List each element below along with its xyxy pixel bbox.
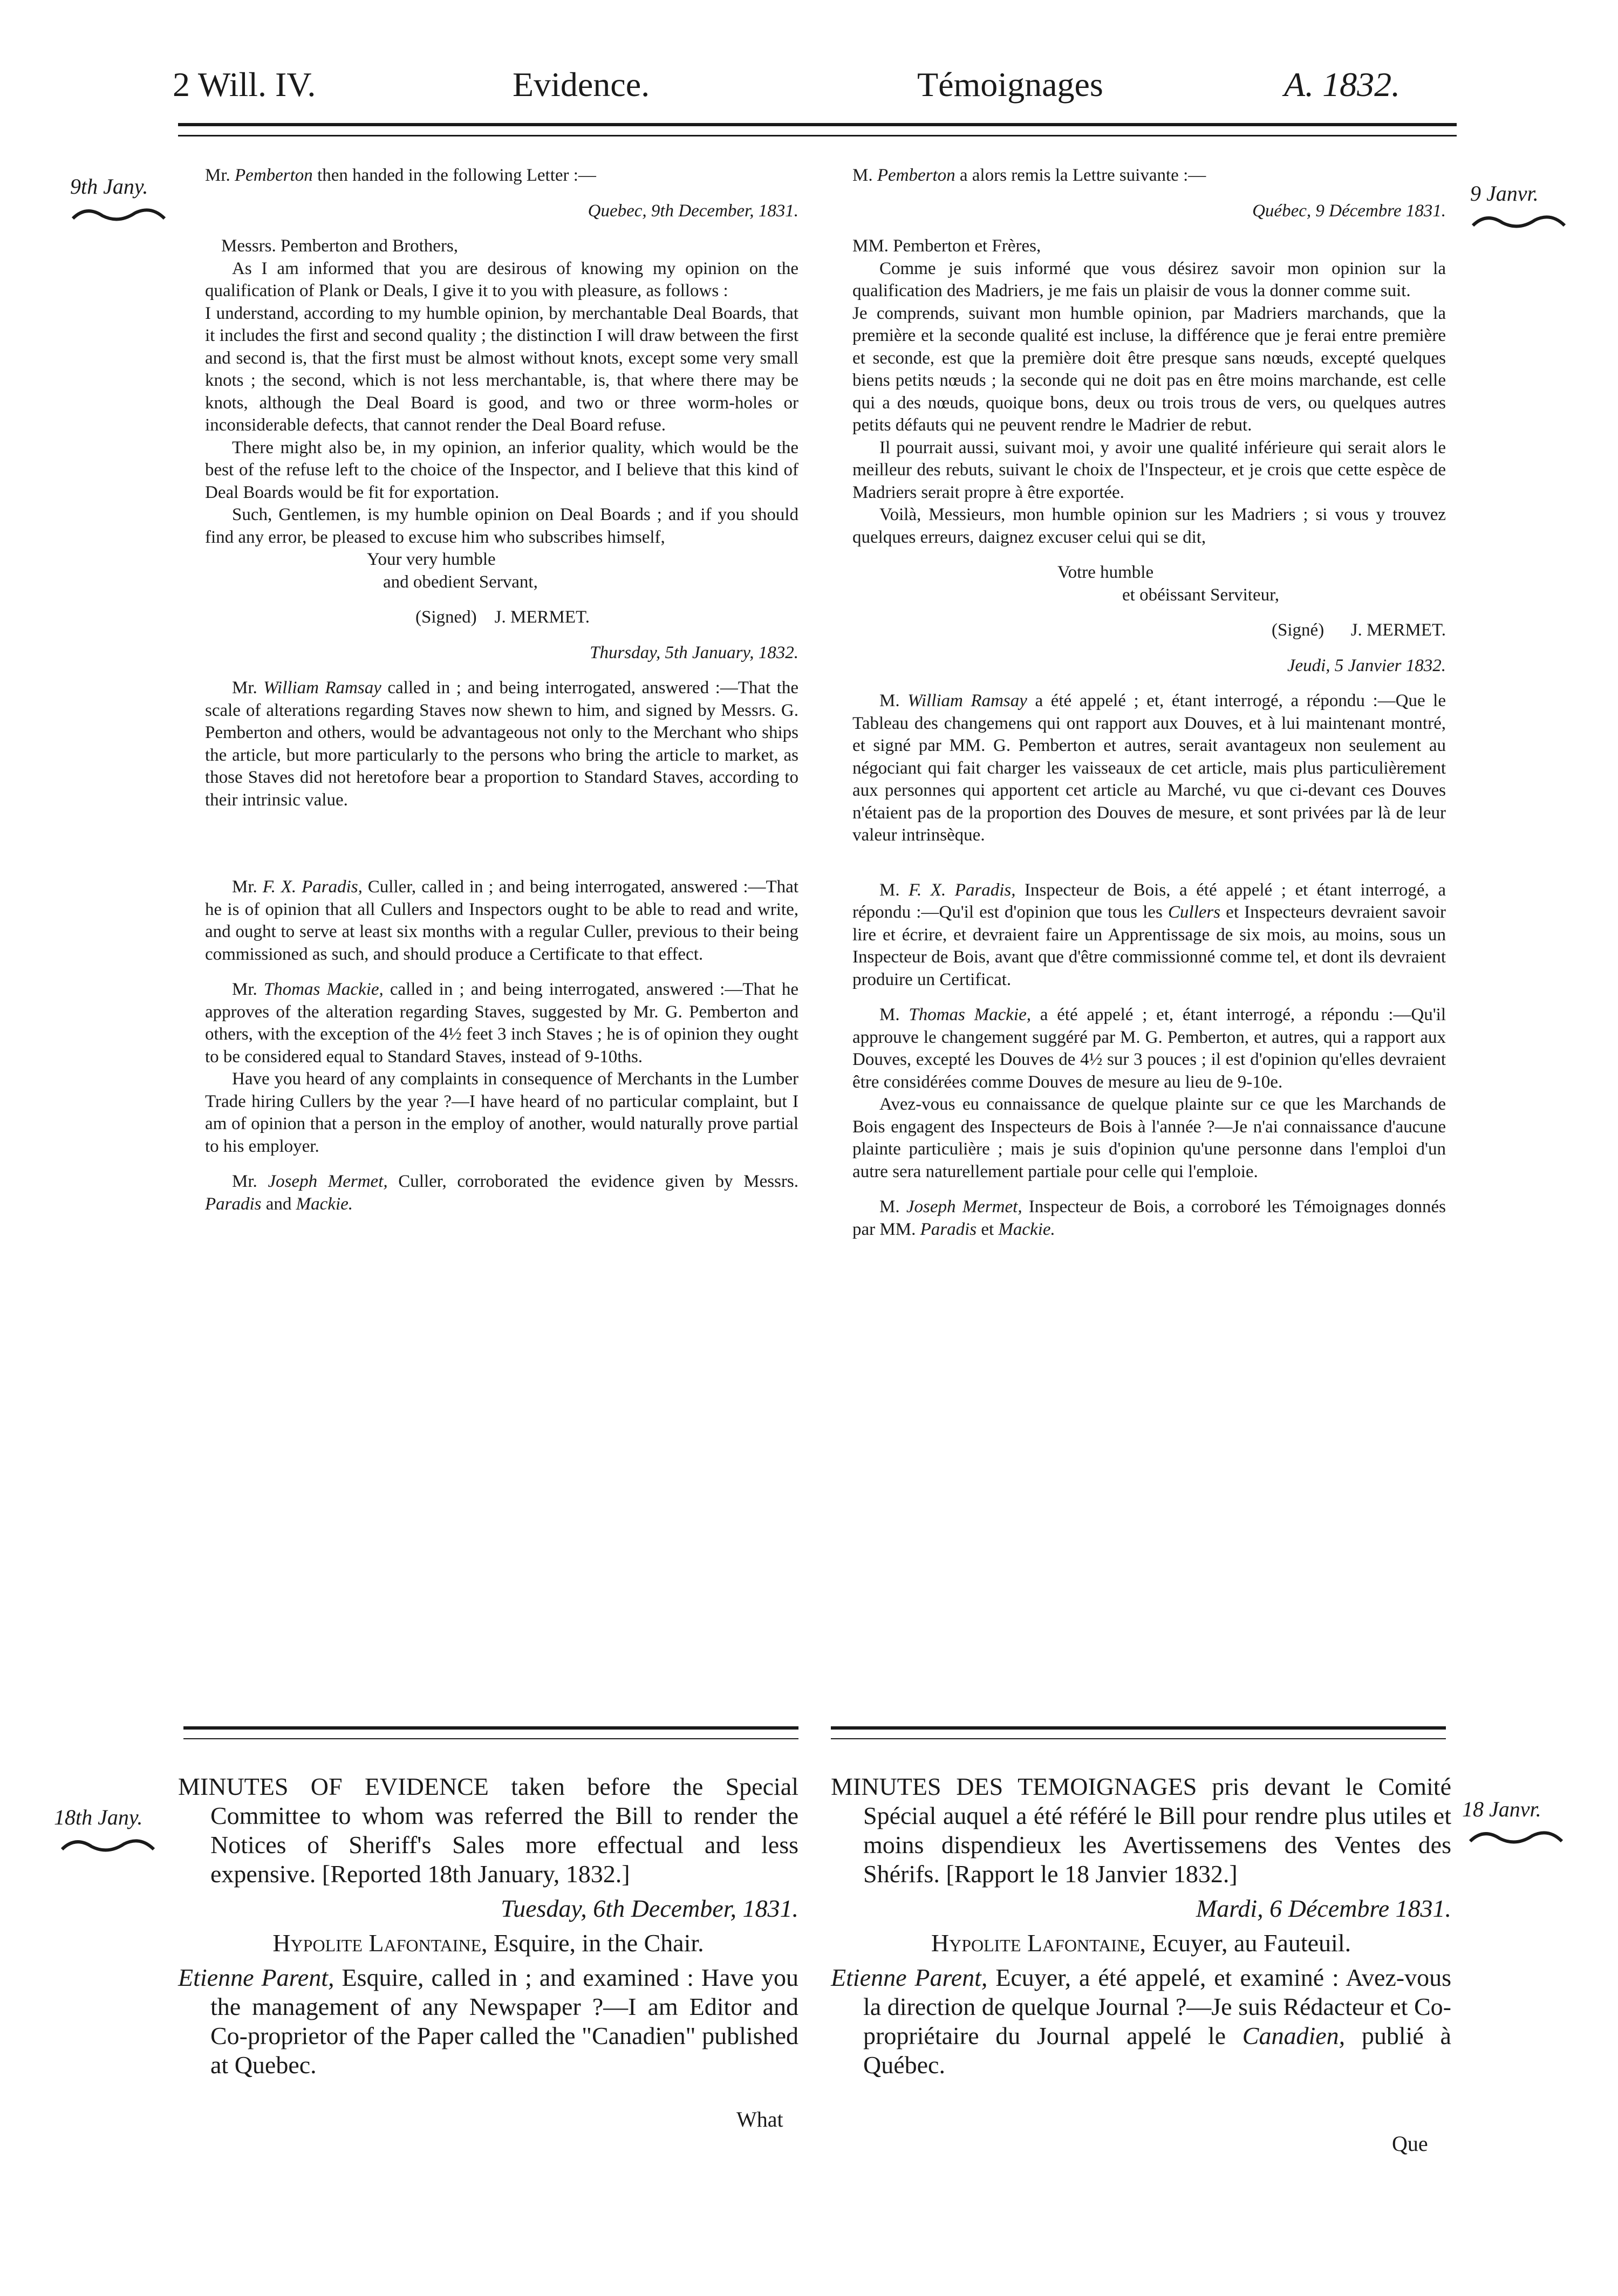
margin-date-left-1: 9th Jany.	[70, 174, 167, 224]
closing-line: Your very humble	[367, 550, 496, 569]
testimony-ramsay: M. William Ramsay a été appelé ; et, étant interrogé, a répondu :—Que le Tableau des changemens qui ont rapport aux Douves, et à lui maintenant montré, et signé par MM. G. Pemberton et autres, serait avantageux non seulement au négociant qui fait charger les vaisseaux de cet article, mais plus particulièrement aux personnes qui apportent cet article au Marché, vu que ci-devant ces Douves n'étaient pas de la proportion des Douves de mesure, et sont privées par là de leur valeur intrinsèque.	[852, 691, 1446, 845]
section-rule-left-thin	[183, 1738, 798, 1739]
signature-line: (Signé) J. MERMET.	[1272, 620, 1446, 640]
chair-line: Hypolite Lafontaine, Esquire, in the Chair.	[272, 1929, 704, 1957]
minutes-heading: MINUTES OF EVIDENCE taken before the Special Committee to whom was referred the Bill to render the Notices of Sheriff's Sales more effectual and less expensive. [Reported 18th January, 1832.]	[178, 1773, 798, 1888]
running-header-evidence: Evidence.	[513, 65, 650, 104]
letter-paragraph: I understand, according to my humble opinion, by merchantable Deal Boards, that it includes the first and second quality ; the distinction I will draw between the first and second is, that the first must be almost without knots, except some very small knots ; the second, which is not less merchantable, is, that where there may be knots, although the Deal Board is good, and two or three worm-holes or inconsiderable defects, that cannot render the Deal Board refuse.	[205, 303, 798, 435]
testimony-paradis: Mr. F. X. Paradis, Culler, called in ; and being interrogated, answered :—That he is of opinion that all Cullers and Inspectors ought to be able to read and write, and ought to serve at least six months with a regular Culler, previous to their being commissioned as such, and should produce a Certificate to that effect.	[205, 877, 798, 964]
section-rule-left	[183, 1726, 798, 1730]
testimony-mackie-question: Have you heard of any complaints in consequence of Merchants in the Lumber Trade hiring Cullers by the year ?—I have heard of no particular complaint, but I am of opinion that a person in the employ of another, would naturally prove partial to his employer.	[205, 1069, 798, 1156]
date-heading: Jeudi, 5 Janvier 1832.	[1287, 655, 1446, 675]
signature-line: (Signed) J. MERMET.	[415, 607, 590, 627]
testimony-mackie-question: Avez-vous eu connaissance de quelque plainte sur ce que les Marchands de Bois engagent des Inspecteurs de Bois à l'année ?—Je n'ai connaissance d'aucune plainte particulière ; mais je suis d'opinion qu'une personne dans l'emploi d'un autre sera naturellement partiale pour celle qui l'emploie.	[852, 1095, 1446, 1181]
letter-place-date: Quebec, 9th December, 1831.	[588, 201, 798, 221]
flourish-icon	[70, 202, 167, 224]
closing-line: and obedient Servant,	[383, 572, 538, 592]
testimony-parent: Etienne Parent, Ecuyer, a été appelé, et examiné : Avez-vous la direction de quelque Journal ?—Je suis Rédacteur et Co-propriétaire du Journal appelé le Canadien, publié à Québec.	[831, 1964, 1451, 2079]
catchword: Que	[1392, 2131, 1428, 2156]
english-minutes	[178, 1772, 798, 2080]
flourish-icon	[1462, 1825, 1570, 1847]
salutation: Messrs. Pemberton and Brothers,	[221, 236, 459, 256]
closing-line: et obéissant Serviteur,	[1122, 585, 1280, 605]
testimony-mermet: M. Joseph Mermet, Inspecteur de Bois, a corroboré les Témoignages donnés par MM. Paradis et Mackie.	[852, 1197, 1446, 1239]
minutes-heading: MINUTES DES TEMOIGNAGES pris devant le Comité Spécial auquel a été référé le Bill pour rendre plus utiles et moins dispendieux les Avertissemens des Ventes des Shérifs. [Rapport le 18 Janvier 1832.]	[831, 1773, 1451, 1888]
catchword: What	[736, 2107, 783, 2131]
salutation: MM. Pemberton et Frères,	[852, 236, 1041, 256]
flourish-icon	[54, 1833, 162, 1855]
letter-paragraph: There might also be, in my opinion, an inferior quality, which would be the best of the refuse left to the choice of the Inspector, and I believe that this kind of Deal Boards would be fit for exportation.	[205, 438, 798, 502]
margin-date-right-2: 18 Janvr.	[1462, 1796, 1570, 1847]
letter-intro: M. Pemberton a alors remis la Lettre suivante :—	[852, 166, 1206, 185]
date-heading: Mardi, 6 Décembre 1831.	[1196, 1895, 1451, 1922]
margin-date-left-2: 18th Jany.	[54, 1805, 162, 1855]
french-minutes	[831, 1772, 1451, 2080]
flourish-icon	[1470, 209, 1567, 231]
header-rule-thin	[178, 135, 1457, 136]
running-header-temoignages: Témoignages	[917, 65, 1103, 104]
english-column	[205, 165, 798, 1215]
letter-paragraph: As I am informed that you are desirous of knowing my opinion on the qualification of Plank or Deals, I give it to you with pleasure, as follows :	[205, 258, 798, 300]
letter-paragraph: Voilà, Messieurs, mon humble opinion sur les Madriers ; si vous y trouvez quelques erreurs, daignez excuser celui qui se dit,	[852, 505, 1446, 547]
date-heading: Tuesday, 6th December, 1831.	[501, 1895, 798, 1922]
header-rule-thick	[178, 123, 1457, 126]
margin-date-right-1: 9 Janvr.	[1470, 181, 1567, 231]
french-column	[852, 165, 1446, 1241]
testimony-mackie: M. Thomas Mackie, a été appelé ; et, étant interrogé, a répondu :—Qu'il approuve le changement suggéré par M. G. Pemberton, et autres, qui a rapport aux Douves, excepté les Douves de 4½ sur 3 pouces ; il est d'opinion qu'elles devraient être considérées comme Douves de mesure au lieu de 9-10e.	[852, 1005, 1446, 1092]
testimony-paradis: M. F. X. Paradis, Inspecteur de Bois, a été appelé ; et étant interrogé, a répondu :—Qu'il est d'opinion que tous les Cullers et Inspecteurs devraient savoir lire et écrire, et devraient faire un Apprentissage de six mois, au moins, sous un Inspecteur de Bois, avant que d'être commissionné comme tel, et dont ils devraient produire un Certificat.	[852, 880, 1446, 989]
testimony-parent: Etienne Parent, Esquire, called in ; and examined : Have you the management of any Newspaper ?—I am Editor and Co-proprietor of the Paper called the "Canadien" published at Quebec.	[178, 1964, 799, 2079]
closing-line: Votre humble	[1057, 563, 1154, 582]
testimony-mackie: Mr. Thomas Mackie, called in ; and being interrogated, answered :—That he approves of the alteration regarding Staves, suggested by Mr. G. Pemberton and others, with the exception of the 4½ feet 3 inch Staves ; he is of opinion they ought to be considered equal to Standard Staves, instead of 9-10ths.	[205, 980, 798, 1067]
letter-place-date: Québec, 9 Décembre 1831.	[1252, 201, 1446, 221]
letter-paragraph: Comme je suis informé que vous désirez savoir mon opinion sur la qualification des Madriers, je me fais un plaisir de vous la donner comme suit.	[852, 258, 1446, 300]
chair-line: Hypolite Lafontaine, Ecuyer, au Fauteuil.	[931, 1929, 1351, 1957]
section-rule-right-thin	[831, 1738, 1446, 1739]
section-rule-right	[831, 1726, 1446, 1730]
letter-paragraph: Je comprends, suivant mon humble opinion, par Madriers marchands, que la première et la seconde qualité est incluse, la différence que je ferai entre première et seconde, est que la première doit être presque sans nœuds, excepté quelques biens petits nœuds ; la seconde qui ne doit pas en être moins marchande, est celle qui a des nœuds, quoique bons, deux ou trois trous de vers, ou quelques autres petits défauts qui ne peuvent rendre le Madrier de rebut.	[852, 303, 1446, 435]
letter-paragraph: Il pourrait aussi, suivant moi, y avoir une qualité inférieure qui serait alors le meilleur des rebuts, suivant le choix de l'Inspecteur, et je crois que cette espèce de Madriers serait propre à être exportée.	[852, 438, 1446, 502]
running-header-year: A. 1832.	[1284, 65, 1401, 104]
letter-paragraph: Such, Gentlemen, is my humble opinion on Deal Boards ; and if you should find any error, be pleased to excuse him who subscribes himself,	[205, 505, 798, 547]
letter-intro: Mr. Pemberton then handed in the following Letter :—	[205, 166, 596, 185]
date-heading: Thursday, 5th January, 1832.	[590, 643, 798, 662]
testimony-ramsay: Mr. William Ramsay called in ; and being interrogated, answered :—That the scale of alterations regarding Staves now shewn to him, and signed by Messrs. G. Pemberton and others, would be advantageous not only to the Merchant who ships the article, but more particularly to the persons who bring the article to market, as those Staves did not heretofore bear a proportion to Standard Staves, according to their intrinsic value.	[205, 678, 798, 810]
running-header-session: 2 Will. IV.	[173, 65, 316, 104]
testimony-mermet: Mr. Joseph Mermet, Culler, corroborated the evidence given by Messrs. Paradis and Mackie.	[205, 1172, 798, 1214]
